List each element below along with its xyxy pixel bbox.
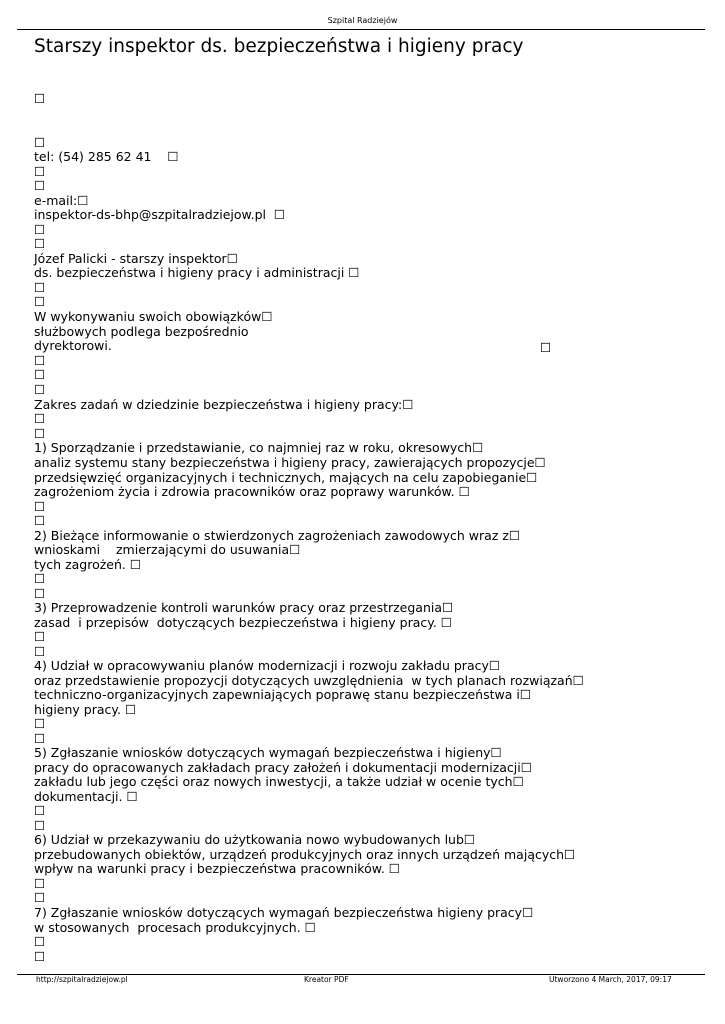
body-line: ☐ [34,513,46,528]
body-line: ☐ [34,178,46,193]
body-line: ☐ [34,164,46,179]
body-line: ☐ [34,222,46,237]
body-line: pracy do opracowanych zakładach pracy założeń i dokumentacji modernizacji☐ [34,760,532,775]
body-line: higieny pracy. ☐ [34,702,137,717]
body-line: ☐ [34,499,46,514]
body-line: 7) Zgłaszanie wniosków dotyczących wymagań bezpieczeństwa higieny pracy☐ [34,905,534,920]
footer-url: http://szpitalradziejow.pl [36,975,128,984]
body-line: 1) Sporządzanie i przedstawianie, co najmniej raz w roku, okresowych☐ [34,440,484,455]
body-line: ☐ [34,949,46,964]
body-line: ☐ [34,411,46,426]
page-header-site-name: Szpital Radziejów [327,16,398,25]
body-line: ds. bezpieczeństwa i higieny pracy i administracji ☐ [34,265,360,280]
body-line: ☐ [34,934,46,949]
body-line: W wykonywaniu swoich obowiązków☐ [34,309,273,324]
body-line: w stosowanych procesach produkcyjnych. ☐ [34,920,316,935]
body-line: 6) Udział w przekazywaniu do użytkowania nowo wybudowanych lub☐ [34,832,476,847]
footer-generator: Kreator PDF [304,975,349,984]
body-line: ☐ [34,367,46,382]
body-line: ☐ [34,571,46,586]
body-line: służbowych podlega bezpośrednio [34,324,249,339]
body-line: oraz przedstawienie propozycji dotyczących uwzględnienia w tych planach rozwiązań☐ [34,673,584,688]
body-line: ☐ [34,716,46,731]
page-title: Starszy inspektor ds. bezpieczeństwa i higieny pracy [34,36,524,57]
body-line: 2) Bieżące informowanie o stwierdzonych zagrożeniach zawodowych wraz z☐ [34,528,521,543]
body-line: analiz systemu stany bezpieczeństwa i higieny pracy, zawierających propozycje☐ [34,455,546,470]
body-line: ☐ [34,91,46,106]
body-line: dokumentacji. ☐ [34,789,138,804]
body-line: ☐ [34,236,46,251]
body-line: tych zagrożeń. ☐ [34,557,142,572]
body-line: zasad i przepisów dotyczących bezpieczeństwa i higieny pracy. ☐ [34,615,453,630]
body-line: ☐ [34,135,46,150]
body-line: ☐ [34,803,46,818]
body-line: ☐ [34,586,46,601]
body-line: Józef Palicki - starszy inspektor☐ [34,251,238,266]
body-line: przedsięwzięć organizacyjnych i technicznych, mających na celu zapobieganie☐ [34,470,538,485]
body-line: ☐ [34,890,46,905]
body-line: ☐ [34,426,46,441]
body-line: wnioskami zmierzającymi do usuwania☐ [34,542,301,557]
body-line: 3) Przeprowadzenie kontroli warunków pracy oraz przestrzegania☐ [34,600,454,615]
body-line: 4) Udział w opracowywaniu planów modernizacji i rozwoju zakładu pracy☐ [34,658,501,673]
body-line: techniczno-organizacyjnych zapewniających poprawę stanu bezpieczeństwa i☐ [34,687,532,702]
body-line: 5) Zgłaszanie wniosków dotyczących wymagań bezpieczeństwa i higieny☐ [34,745,502,760]
body-line: ☐ [34,644,46,659]
body-line: wpływ na warunki pracy i bezpieczeństwa pracowników. ☐ [34,861,400,876]
header-rule [17,29,705,30]
body-line: zakładu lub jego części oraz nowych inwestycji, a także udział w ocenie tych☐ [34,774,524,789]
body-line: Zakres zadań w dziedzinie bezpieczeństwa i higieny pracy:☐ [34,397,414,412]
body-line: ☐ [34,876,46,891]
footer-created: Utworzono 4 March, 2017, 09:17 [549,975,672,984]
body-line: ☐ [34,731,46,746]
body-line: ☐ [34,280,46,295]
body-line: zagrożeniom życia i zdrowia pracowników oraz poprawy warunków. ☐ [34,484,470,499]
body-line: ☐ [34,294,46,309]
stray-box-glyph: ☐ [540,340,552,355]
body-line: e-mail:☐ [34,193,89,208]
body-line: ☐ [34,629,46,644]
body-line: ☐ [34,382,46,397]
body-line: dyrektorowi. [34,338,112,353]
body-line: ☐ [34,353,46,368]
body-line: inspektor-ds-bhp@szpitalradziejow.pl ☐ [34,207,286,222]
body-line: tel: (54) 285 62 41 ☐ [34,149,179,164]
body-line: ☐ [34,818,46,833]
body-line: przebudowanych obiektów, urządzeń produkcyjnych oraz innych urządzeń mających☐ [34,847,576,862]
